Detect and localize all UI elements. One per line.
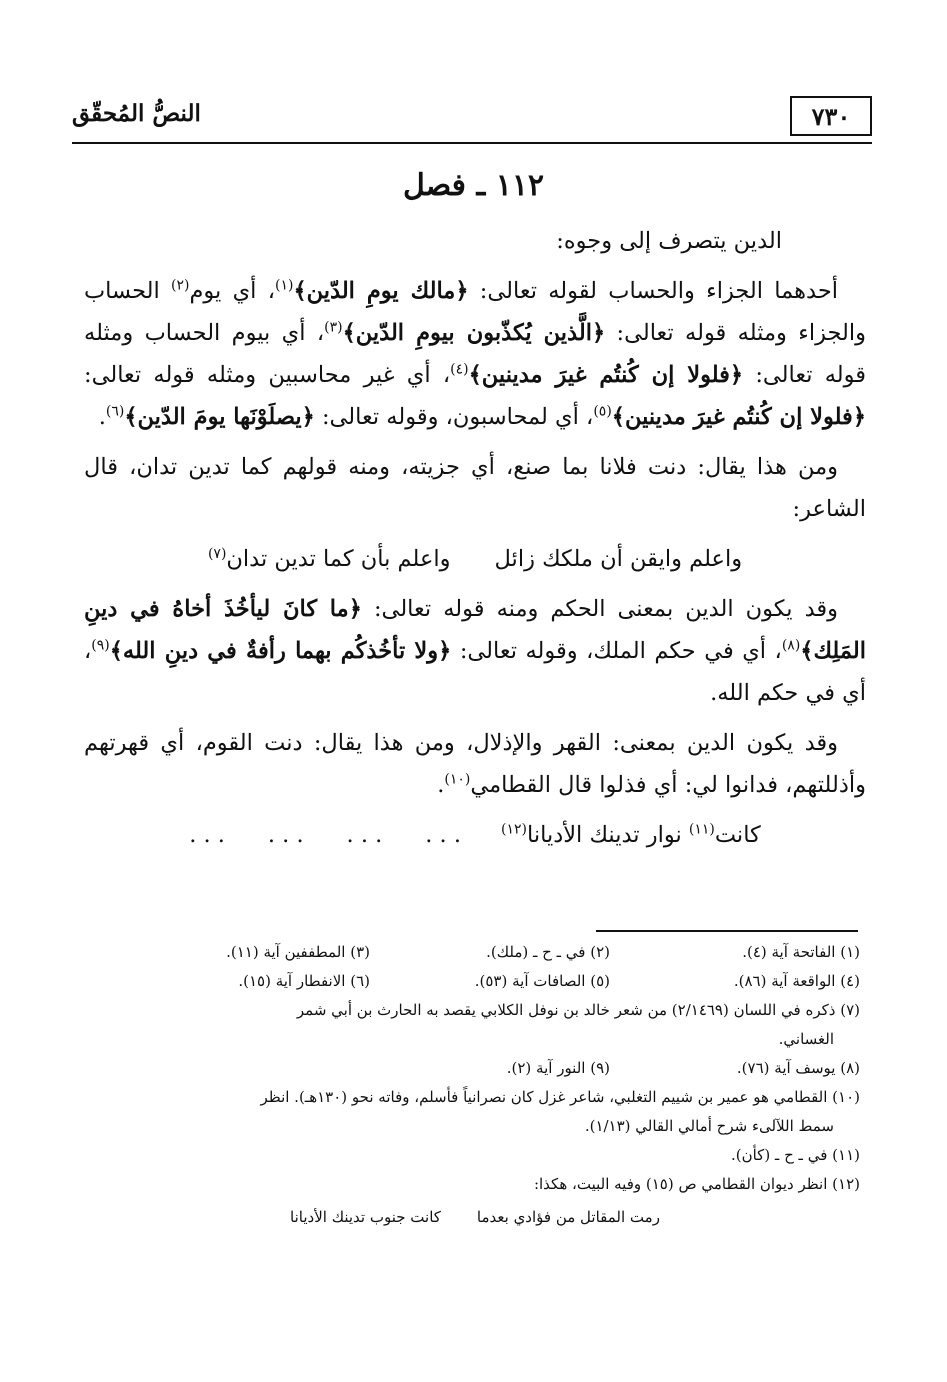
footnote-ref: (٩) <box>91 637 110 654</box>
footnote: (١٢) انظر ديوان القطامي ص (١٥) وفيه البيت، هكذا: <box>533 1175 860 1193</box>
text-run: ، أي غير محاسبين ومثله قوله تعالى: <box>84 362 451 388</box>
ellipsis-dots: . . . . . . . . . . . . <box>189 822 461 848</box>
header-title: النصُّ المُحقّق <box>72 100 201 127</box>
paragraph-3 <box>84 588 866 714</box>
footnotes <box>90 938 860 1232</box>
section-title: ١١٢ ـ فصل <box>402 168 545 203</box>
intro-paragraph: الدين يتصرف إلى وجوه: <box>556 228 782 254</box>
verse-line-2 <box>84 814 866 856</box>
footnote-ref: (١١) <box>688 821 715 838</box>
footnote-ref: (٥) <box>593 403 612 420</box>
footnote-ref: (١) <box>274 277 294 294</box>
text-run: أحدهما الجزاء والحساب لقوله تعالى: <box>468 278 838 304</box>
text-run: وقد يكون الدين بمعنى الحكم ومنه قوله تعالى: <box>361 596 838 622</box>
text-run: ، أي يوم <box>189 278 275 304</box>
footnote-ref: (٨) <box>781 637 801 654</box>
footnote: (١١) في ـ ح ـ (كأن). <box>730 1146 860 1164</box>
paragraph-2: ومن هذا يقال: دنت فلانا بما صنع، أي جزيته، ومنه قولهم كما تدين تدان، قال الشاعر: <box>84 454 866 522</box>
footnote: (٤) الواقعة آية (٨٦). <box>733 972 860 990</box>
footnote-row <box>90 967 860 996</box>
paragraph-4 <box>84 722 866 806</box>
footnote: (٧) ذكره في اللسان (٢/١٤٦٩) من شعر خالد بن نوفل الكلابي يقصد به الحارث بن أبي شمر <box>296 1001 860 1019</box>
quran-quote: ﴿الَّذين يُكذّبون بيومِ الدّين﴾ <box>342 320 606 346</box>
footnote: (٦) الانفطار آية (١٥). <box>238 972 370 990</box>
footnote-row <box>90 1054 860 1083</box>
quran-quote: ﴿مالك يومِ الدّين﴾ <box>293 278 469 304</box>
quran-quote: ﴿فلولا إن كُنتُم غيرَ مدينين﴾ <box>611 404 866 430</box>
quran-quote: ﴿يصلَوْنَها يومَ الدّين﴾ <box>124 404 315 430</box>
footnote-ref: (٣) <box>324 319 343 336</box>
footnote-continuation: الغساني. <box>778 1030 834 1048</box>
footnote: (٥) الصافات آية (٥٣). <box>474 972 610 990</box>
verse-text <box>501 822 761 848</box>
text-run: ، أي في حكم الملك، وقوله تعالى: <box>451 638 782 664</box>
footnote: (٩) النور آية (٢). <box>506 1059 610 1077</box>
verse-line-1: واعلم وايقن أن ملكك زائلواعلم بأن كما تدين تدان(٧) <box>84 538 866 580</box>
text-run: ، أي لمحاسبون، وقوله تعالى: <box>314 404 594 430</box>
poem-first-hemistich: رمت المقاتل من فؤادي بعدما <box>476 1208 660 1226</box>
footnote: (١٠) القطامي هو عمير بن شييم التغلبي، شاعر غزل كان نصرانياً فأسلم، وفاته نحو (١٣٠هـ). انظر <box>260 1088 860 1106</box>
text-run: . <box>98 404 106 430</box>
footnote-ref: (١٢) <box>500 821 527 838</box>
quran-quote: ﴿فلولا إن كُنتُم غيرَ مدينين﴾ <box>468 362 744 388</box>
verse-word: نوار تدينك الأديانا <box>526 822 689 848</box>
text-run: الحساب والجزاء ومثله قوله تعالى: <box>84 278 866 346</box>
footnote-ref: (٤) <box>450 361 469 378</box>
text-run: ، أي بيوم الحساب ومثله قوله تعالى: <box>84 320 867 388</box>
footnote: (٣) المطففين آية (١١). <box>226 943 370 961</box>
verse-word: كانت <box>714 822 761 848</box>
header-rule <box>72 142 872 144</box>
verse-second-hemistich: واعلم بأن كما تدين تدان <box>226 546 451 572</box>
quran-quote: ﴿ولا تأخُذكُم بهما رأفةٌ في دينِ الله﴾ <box>109 638 452 664</box>
verse-first-hemistich: واعلم وايقن أن ملكك زائل <box>494 546 743 572</box>
text-run: وقد يكون الدين بمعنى: القهر والإذلال، ومن هذا يقال: دنت القوم، أي قهرتهم وأذللتهم، فدانوا لي: أي فذلوا قال القطامي <box>84 730 866 798</box>
text-run: ، أي في حكم الله. <box>84 638 866 706</box>
running-header <box>72 96 872 140</box>
page-number: ٧٣٠ <box>811 101 851 131</box>
footnote: (١) الفاتحة آية (٤). <box>742 943 860 961</box>
footnote: (٨) يوسف آية (٧٦). <box>736 1059 860 1077</box>
text-run: . <box>437 772 445 798</box>
page-number-box <box>790 96 872 136</box>
main-text <box>84 220 866 856</box>
footnote-separator <box>596 930 858 932</box>
footnote-ref: (٦) <box>105 403 125 420</box>
footnote-ref: (١٠) <box>444 771 471 788</box>
quran-quote: ﴿ما كانَ ليأخُذَ أخاهُ في دينِ المَلِك﴾ <box>84 596 866 664</box>
footnote-continuation: سمط اللآلىء شرح أمالي القالي (١/١٣). <box>584 1117 834 1135</box>
footnote-poem <box>90 1199 860 1232</box>
footnote: (٢) في ـ ح ـ (ملك). <box>486 943 610 961</box>
footnote-row <box>90 938 860 967</box>
poem-second-hemistich: كانت جنوب تدينك الأديانا <box>290 1208 441 1226</box>
footnote-ref: (٢) <box>171 277 190 294</box>
paragraph-1 <box>84 270 866 438</box>
